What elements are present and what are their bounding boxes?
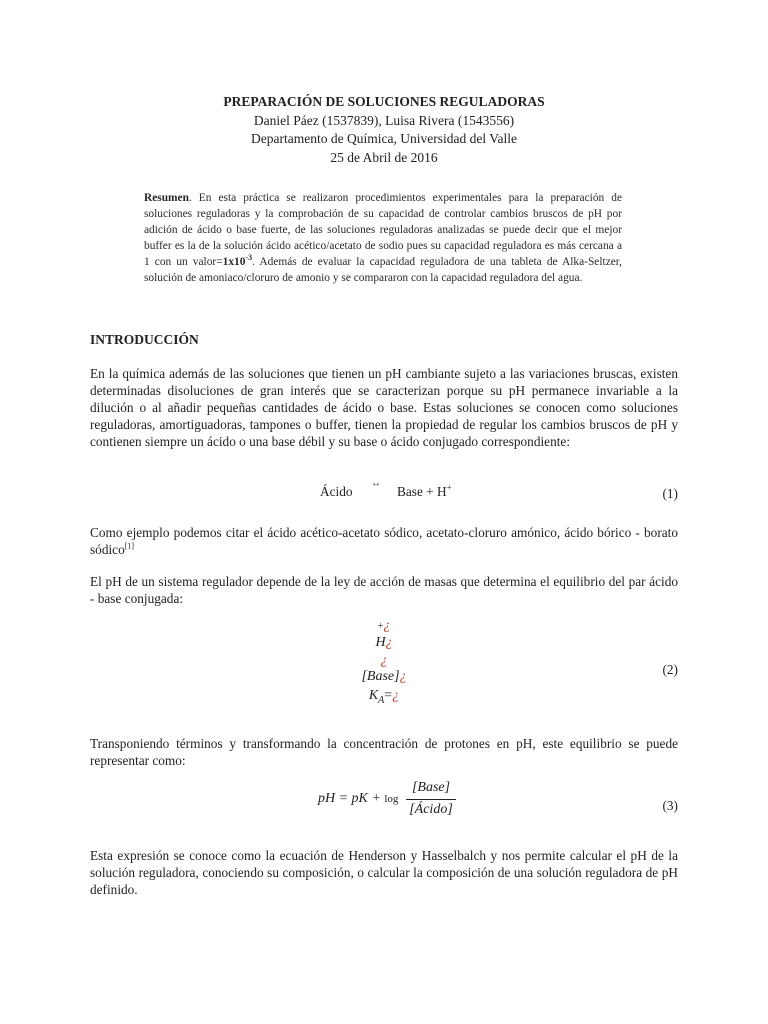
eq1-number: (1) — [662, 486, 678, 501]
paper-header — [0, 93, 768, 167]
abstract-label: Resumen — [144, 192, 189, 204]
double-arrow-icon: ↔ — [371, 478, 381, 489]
eq3-lhs: pH = pK + log — [318, 791, 399, 806]
paper-authors: Daniel Páez (1537839), Luisa Rivera (1543556) — [253, 112, 515, 128]
eq1-lhs: Ácido — [320, 484, 353, 499]
paper-date: 25 de Abril de 2016 — [330, 149, 438, 165]
eq3-fraction: [Base] [Ácido] — [406, 780, 456, 821]
paper-title: PREPARACIÓN DE SOLUCIONES REGULADORAS — [223, 94, 545, 109]
eq2-line-4: [Base]¿ — [361, 669, 407, 684]
abstract-text-before: . En esta práctica se realizaron procedimientos experimentales para la preparación de soluciones reguladoras y la comprobación de su capacidad de controlar cambios bruscos de pH por adición de ácido o base fuerte, de las soluciones reguladoras analizadas se puede decir que el mejor buffer es la de la solución ácido acético/acetato de sodio pues su capacidad reguladora es más cercana a 1 con un valor= — [144, 192, 622, 268]
eq2-line-5: $K_A=¿$ — [368, 688, 400, 706]
intro-paragraph-2: Como ejemplo podemos citar el ácido acético-acetato sódico, acetato-cloruro amónico, ácido bórico - borato sódico[1] — [90, 525, 678, 557]
eq2-line-1: +¿ — [377, 618, 391, 633]
abstract-value: $1x10^{-3}$ — [222, 253, 253, 268]
intro-paragraph-4: Transponiendo términos y transformando la concentración de protones en pH, este equilibrio se puede representar como: — [90, 736, 678, 768]
eq3-number: (3) — [662, 798, 678, 813]
eq2-number: (2) — [662, 662, 678, 677]
eq2-line-3: ¿ — [380, 653, 388, 668]
intro-paragraph-3: El pH de un sistema regulador depende de la ley de acción de masas que determina el equilibrio del par ácido - base conjugada: — [90, 574, 678, 606]
eq2-line-2: H¿ — [375, 635, 393, 650]
eq1-rhs: Base + H+ — [397, 482, 452, 499]
abstract — [144, 190, 622, 286]
intro-paragraph-1: En la química además de las soluciones que tienen un pH cambiante sujeto a las variaciones bruscas, existen determinadas disoluciones de gran interés que se caracterizan porque su pH permanece invariable a la dilución o al añadir pequeñas cantidades de ácido o base. Estas soluciones se conocen como soluciones reguladoras, amortiguadoras, tampones o buffer, tienen la propiedad de regular los cambios bruscos de pH y contienen siempre un ácido o una base débil y su base o ácido conjugado correspondiente: — [90, 366, 678, 449]
paper-department: Departamento de Química, Universidad del Valle — [251, 131, 517, 146]
abstract-text-after: . Además de evaluar la capacidad reguladora de una tableta de Alka-Seltzer, solución de amoniaco/cloruro de amonio y se compararon con la capacidad reguladora del agua. — [144, 256, 622, 284]
section-heading-introduction: INTRODUCCIÓN — [90, 332, 199, 347]
intro-paragraph-5: Esta expresión se conoce como la ecuación de Henderson y Hasselbalch y nos permite calcular el pH de la solución reguladora, conociendo su composición, o calcular la composición de una solución reguladora de pH definido. — [90, 848, 678, 897]
citation-ref: [1] — [124, 541, 135, 551]
equation-2 — [0, 612, 768, 712]
